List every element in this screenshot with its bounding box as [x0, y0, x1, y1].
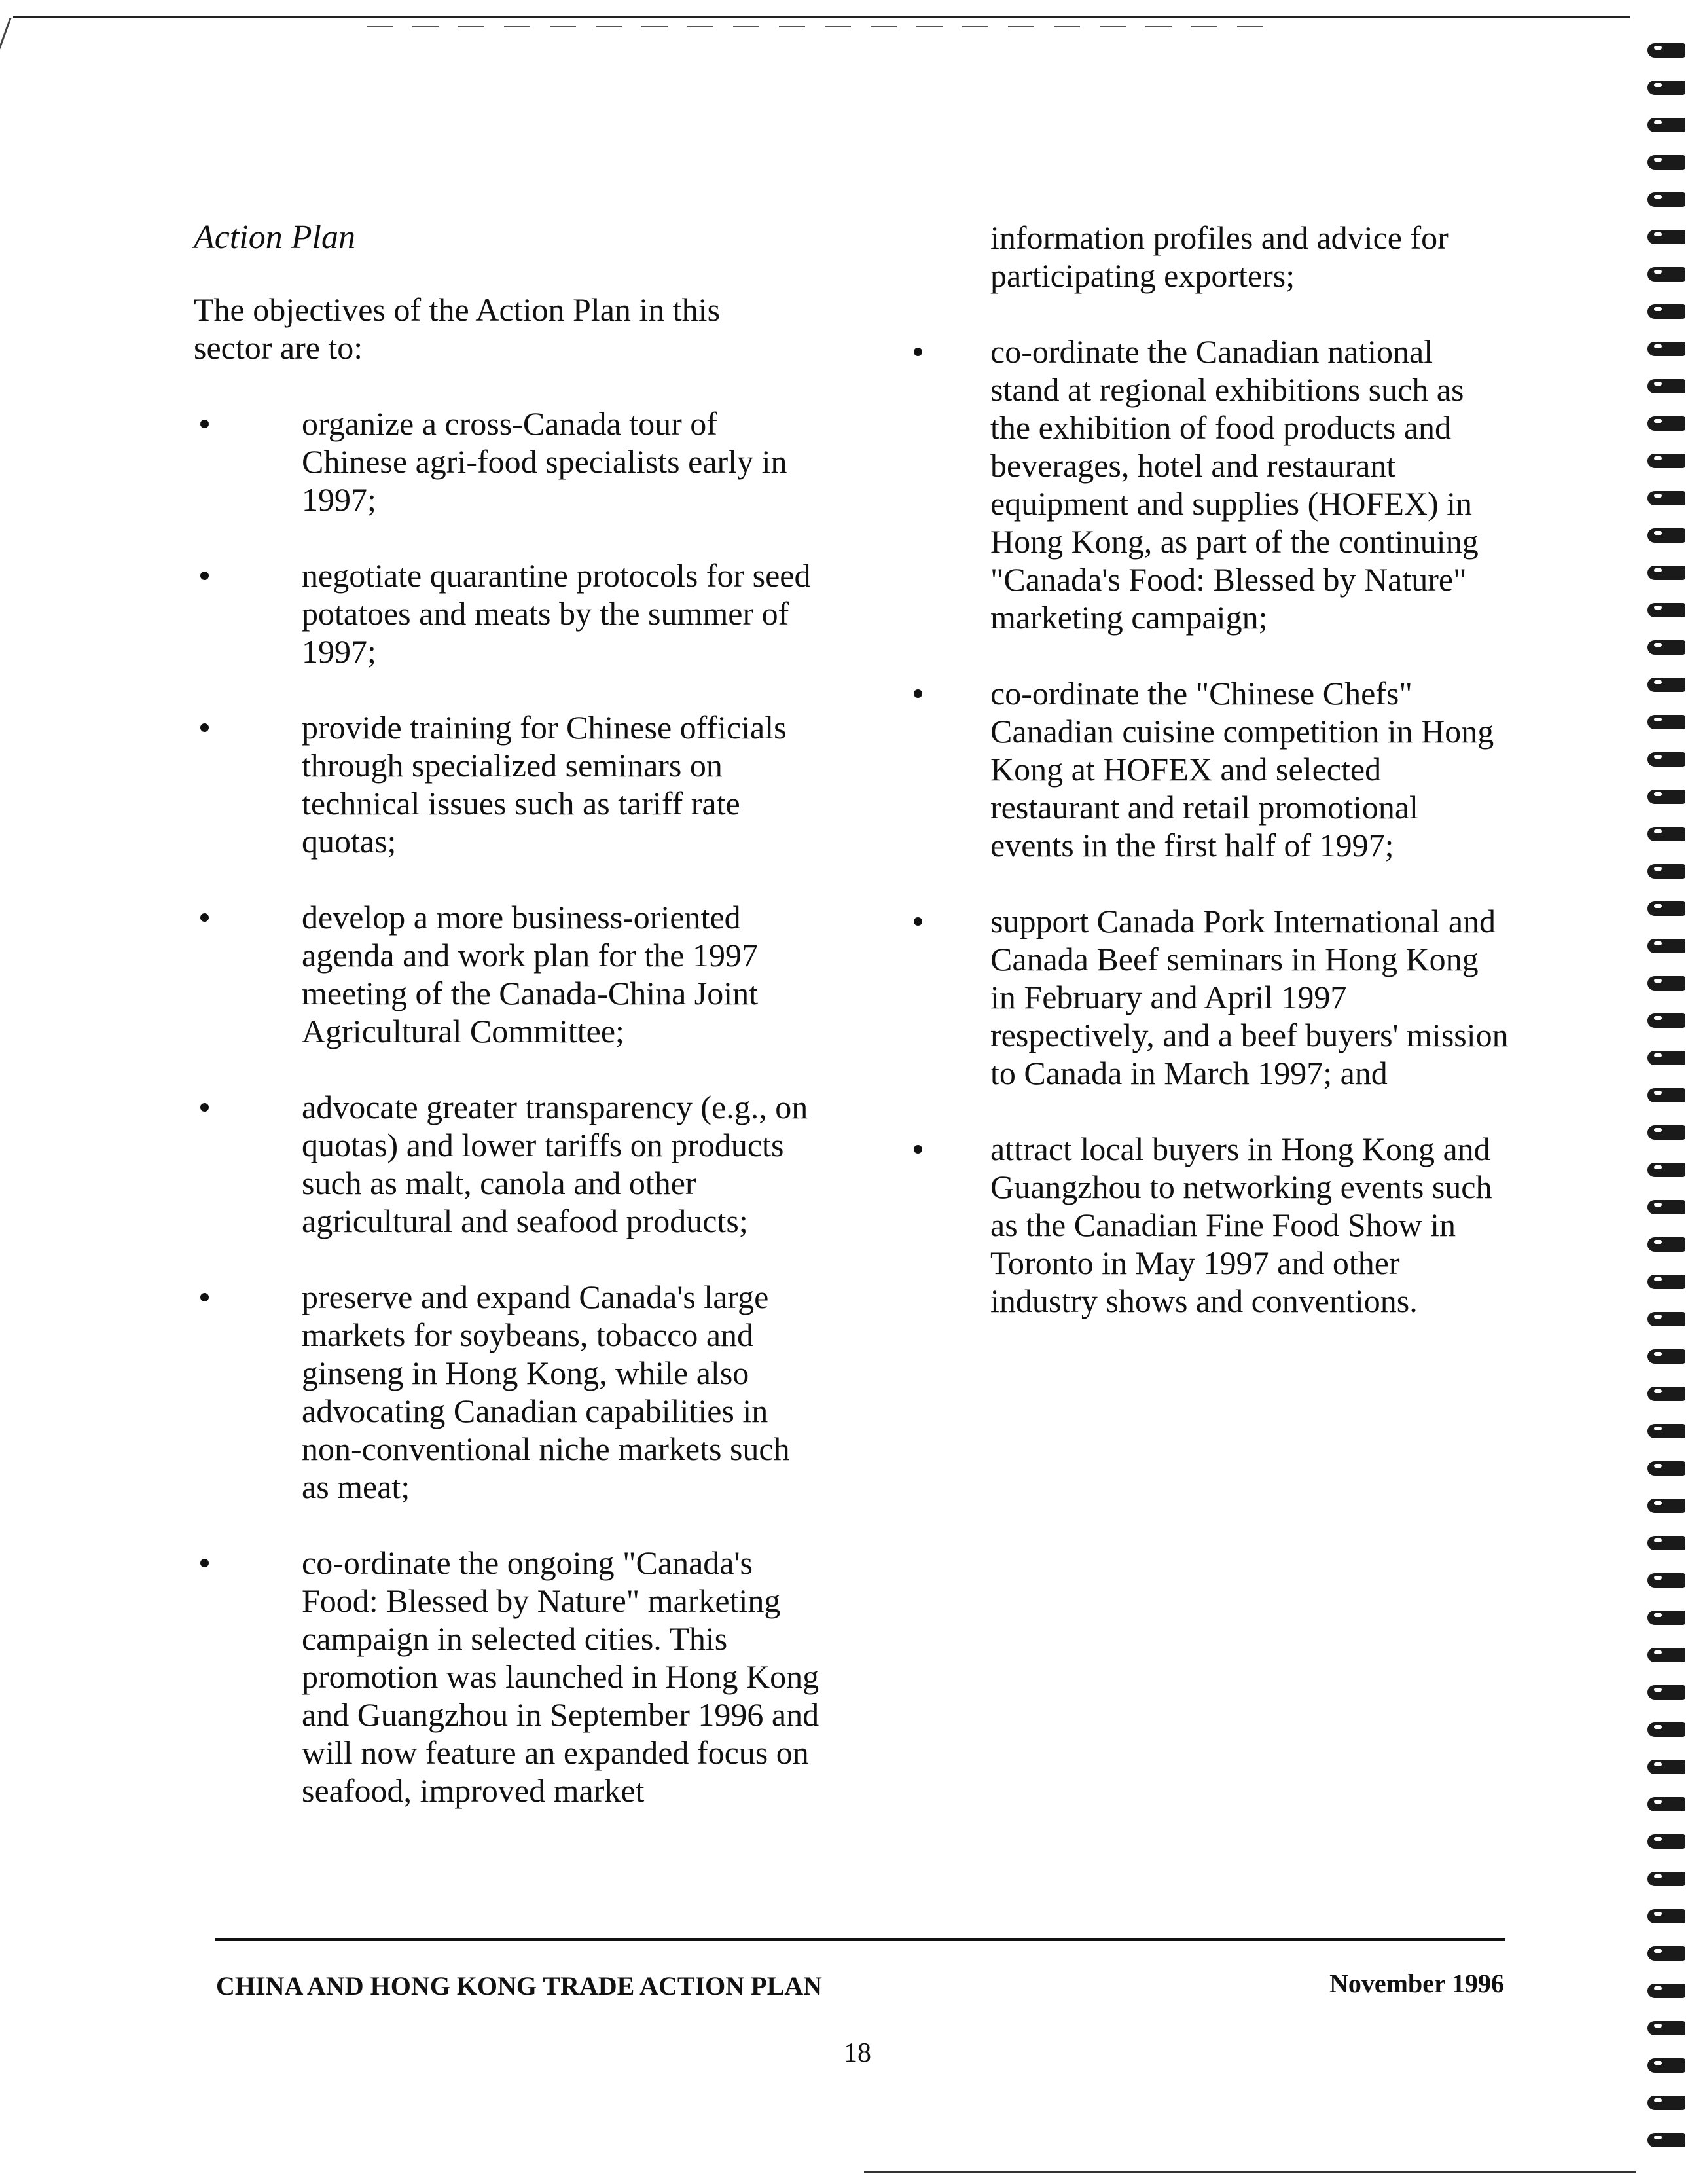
coil-loop: [1647, 1685, 1685, 1700]
coil-hole: [1654, 1650, 1662, 1654]
binding-coil-icon: [1647, 1457, 1685, 1480]
coil-hole: [1654, 606, 1662, 610]
coil-loop: [1647, 1797, 1685, 1811]
coil-hole: [1654, 1240, 1662, 1244]
coil-hole: [1654, 1315, 1662, 1319]
continued-text: information profiles and advice for participating exporters;: [990, 219, 1449, 294]
list-item-text: co-ordinate the "Chinese Chefs" Canadian cuisine competition in Hong Kong at HOFEX and selected restaurant and retail promotional events in the first half of 1997;: [990, 675, 1494, 864]
coil-loop: [1647, 1312, 1685, 1326]
coil-hole: [1654, 1464, 1662, 1468]
binding-coil-icon: [1647, 1942, 1685, 1965]
coil-loop: [1647, 1909, 1685, 1923]
list-item: [194, 556, 822, 670]
binding-coil-icon: [1647, 226, 1685, 248]
binding-coil-icon: [1647, 1607, 1685, 1629]
binding-coil-icon: [1647, 2017, 1685, 2039]
coil-hole: [1654, 158, 1662, 162]
coil-loop: [1647, 192, 1685, 207]
binding-coil-icon: [1647, 2054, 1685, 2077]
coil-hole: [1654, 120, 1662, 124]
list-item: [907, 1130, 1509, 1320]
coil-hole: [1654, 531, 1662, 535]
binding-coil-icon: [1647, 263, 1685, 285]
binding-coil-icon: [1647, 1271, 1685, 1293]
binding-coil-icon: [1647, 450, 1685, 472]
coil-hole: [1654, 867, 1662, 871]
coil-hole: [1654, 1912, 1662, 1916]
binding-coil-icon: [1647, 674, 1685, 696]
list-item-text: advocate greater transparency (e.g., on quotas) and lower tariffs on products such as malt, canola and other agricultural and seafood products;: [302, 1089, 808, 1239]
coil-loop: [1647, 267, 1685, 282]
coil-hole: [1654, 1762, 1662, 1766]
bullet-icon: [200, 1293, 209, 1301]
binding-coil-icon: [1647, 898, 1685, 920]
coil-loop: [1647, 752, 1685, 767]
coil-loop: [1647, 1499, 1685, 1513]
list-item-text: preserve and expand Canada's large markets for soybeans, tobacco and ginseng in Hong Kong, while also advocating Canadian capabilities in non-conventional niche markets such as meat;: [302, 1279, 790, 1505]
coil-hole: [1654, 1389, 1662, 1393]
left-bullet-list: [194, 405, 822, 1810]
binding-coil-icon: [1647, 1681, 1685, 1703]
right-column: [907, 219, 1509, 1358]
binding-coil-icon: [1647, 1010, 1685, 1032]
binding-coil-icon: [1647, 412, 1685, 435]
coil-loop: [1647, 1125, 1685, 1140]
list-item: [194, 1278, 822, 1506]
coil-loop: [1647, 1275, 1685, 1289]
coil-hole: [1654, 1501, 1662, 1505]
binding-coil-icon: [1647, 935, 1685, 957]
binding-coil-icon: [1647, 1868, 1685, 1890]
list-item-text: negotiate quarantine protocols for seed potatoes and meats by the summer of 1997;: [302, 557, 811, 670]
binding-coil-icon: [1647, 1121, 1685, 1144]
coil-hole: [1654, 1949, 1662, 1953]
coil-loop: [1647, 678, 1685, 692]
binding-coil-icon: [1647, 1233, 1685, 1256]
coil-loop: [1647, 2058, 1685, 2073]
binding-coil-icon: [1647, 1047, 1685, 1069]
coil-hole: [1654, 270, 1662, 274]
footer-date: November 1996: [1329, 1969, 1504, 1998]
binding-coil-icon: [1647, 562, 1685, 584]
coil-loop: [1647, 1461, 1685, 1476]
list-item-text: provide training for Chinese officials through specialized seminars on technical issues such as tariff rate quotas;: [302, 709, 787, 860]
coil-hole: [1654, 1091, 1662, 1095]
coil-hole: [1654, 419, 1662, 423]
coil-loop: [1647, 2096, 1685, 2110]
bullet-icon: [200, 1103, 209, 1112]
coil-hole: [1654, 1203, 1662, 1207]
coil-loop: [1647, 1536, 1685, 1550]
coil-hole: [1654, 792, 1662, 796]
list-item-text: support Canada Pork International and Canada Beef seminars in Hong Kong in February and April 1997 respectively, and a beef buyers' mission to Canada in March 1997; and: [990, 903, 1509, 1091]
bullet-icon: [200, 1559, 209, 1567]
binding-coil-icon: [1647, 1719, 1685, 1741]
coil-loop: [1647, 230, 1685, 244]
coil-hole: [1654, 2136, 1662, 2139]
coil-hole: [1654, 904, 1662, 908]
coil-loop: [1647, 155, 1685, 170]
coil-loop: [1647, 43, 1685, 58]
coil-loop: [1647, 1611, 1685, 1625]
coil-hole: [1654, 344, 1662, 348]
coil-hole: [1654, 1352, 1662, 1356]
coil-loop: [1647, 81, 1685, 95]
binding-coil-icon: [1647, 786, 1685, 808]
binding-coil-icon: [1647, 1383, 1685, 1405]
binding-coil-icon: [1647, 636, 1685, 659]
list-item-text: co-ordinate the Canadian national stand at regional exhibitions such as the exhibition of food products and beverages, hotel and restaurant equipment and supplies (HOFEX) in Hong Kong, as part of the continuing "Canada's Food: Blessed by Nature" marketing campaign;: [990, 333, 1479, 636]
binding-coil-icon: [1647, 599, 1685, 621]
coil-hole: [1654, 307, 1662, 311]
coil-hole: [1654, 1986, 1662, 1990]
list-item: [907, 333, 1509, 636]
coil-loop: [1647, 1984, 1685, 1998]
coil-loop: [1647, 790, 1685, 804]
coil-hole: [1654, 494, 1662, 498]
binding-coil-icon: [1647, 487, 1685, 509]
binding-coil-icon: [1647, 1532, 1685, 1554]
binding-coil-icon: [1647, 189, 1685, 211]
scan-top-dashes: [367, 26, 1283, 27]
coil-loop: [1647, 2133, 1685, 2147]
coil-hole: [1654, 941, 1662, 945]
coil-loop: [1647, 304, 1685, 319]
list-item-text: co-ordinate the ongoing "Canada's Food: Blessed by Nature" marketing campaign in selected cities. This promotion was launched in Hong Kong and Guangzhou in September 1996 and will now feature an expanded focus on seafood, improved market: [302, 1544, 819, 1809]
coil-hole: [1654, 1576, 1662, 1580]
binding-coil-icon: [1647, 1345, 1685, 1368]
intro-paragraph: The objectives of the Action Plan in this sector are to:: [194, 291, 721, 366]
list-item: [194, 1088, 822, 1240]
coil-hole: [1654, 829, 1662, 833]
binding-coil-icon: [1647, 1756, 1685, 1778]
list-item-text: organize a cross-Canada tour of Chinese agri-food specialists early in 1997;: [302, 405, 787, 518]
coil-hole: [1654, 456, 1662, 460]
bullet-icon: [914, 917, 922, 926]
binding-coil-icon: [1647, 1569, 1685, 1592]
coil-hole: [1654, 1800, 1662, 1804]
list-item: [194, 898, 822, 1050]
binding-coil-icon: [1647, 1308, 1685, 1330]
list-item: [907, 674, 1509, 864]
binding-coil-icon: [1647, 1420, 1685, 1442]
coil-hole: [1654, 979, 1662, 983]
coil-loop: [1647, 1946, 1685, 1961]
binding-coil-icon: [1647, 1495, 1685, 1517]
bullet-icon: [914, 1145, 922, 1154]
coil-loop: [1647, 827, 1685, 841]
coil-hole: [1654, 1427, 1662, 1430]
binding-coil-icon: [1647, 1084, 1685, 1106]
coil-hole: [1654, 1688, 1662, 1692]
coil-loop: [1647, 528, 1685, 543]
coil-hole: [1654, 718, 1662, 721]
coil-hole: [1654, 2061, 1662, 2065]
binding-coil-icon: [1647, 77, 1685, 99]
bullet-icon: [200, 420, 209, 428]
coil-loop: [1647, 1834, 1685, 1849]
coil-hole: [1654, 1053, 1662, 1057]
coil-loop: [1647, 1349, 1685, 1364]
coil-loop: [1647, 1648, 1685, 1662]
coil-loop: [1647, 454, 1685, 468]
coil-hole: [1654, 1874, 1662, 1878]
binding-coil-icon: [1647, 2092, 1685, 2114]
coil-hole: [1654, 643, 1662, 647]
coil-hole: [1654, 568, 1662, 572]
coil-loop: [1647, 2021, 1685, 2035]
page-number: 18: [844, 2038, 871, 2068]
scan-bottom-edge: [864, 2171, 1636, 2173]
coil-loop: [1647, 416, 1685, 431]
binding-coil-icon: [1647, 1905, 1685, 1927]
coil-hole: [1654, 755, 1662, 759]
footer-title: CHINA AND HONG KONG TRADE ACTION PLAN: [216, 1971, 823, 2001]
coil-loop: [1647, 1760, 1685, 1774]
coil-loop: [1647, 976, 1685, 991]
coil-loop: [1647, 1200, 1685, 1214]
bullet-icon: [200, 723, 209, 732]
coil-loop: [1647, 1013, 1685, 1028]
list-item-text: attract local buyers in Hong Kong and Guangzhou to networking events such as the Canadian Fine Food Show in Toronto in May 1997 and other industry shows and conventions.: [990, 1131, 1492, 1319]
bullet-icon: [914, 689, 922, 698]
binding-coil-icon: [1647, 1159, 1685, 1181]
bullet-icon: [200, 572, 209, 580]
coil-hole: [1654, 232, 1662, 236]
coil-loop: [1647, 1424, 1685, 1438]
binding-coil-icon: [1647, 1793, 1685, 1815]
right-bullet-list: [907, 333, 1509, 1320]
coil-loop: [1647, 118, 1685, 132]
coil-loop: [1647, 715, 1685, 729]
scan-corner-mark: [0, 18, 11, 49]
binding-coil-icon: [1647, 300, 1685, 323]
coil-loop: [1647, 1573, 1685, 1588]
coil-loop: [1647, 1722, 1685, 1737]
coil-loop: [1647, 566, 1685, 580]
binding-coil-icon: [1647, 823, 1685, 845]
coil-loop: [1647, 491, 1685, 505]
coil-hole: [1654, 1165, 1662, 1169]
coil-loop: [1647, 864, 1685, 879]
coil-hole: [1654, 2098, 1662, 2102]
binding-coil-icon: [1647, 972, 1685, 994]
coil-loop: [1647, 379, 1685, 393]
binding-coil-icon: [1647, 39, 1685, 62]
coil-loop: [1647, 640, 1685, 655]
bullet-icon: [200, 913, 209, 922]
scan-top-edge: [13, 16, 1630, 18]
coil-loop: [1647, 342, 1685, 356]
coil-hole: [1654, 1725, 1662, 1729]
coil-loop: [1647, 1237, 1685, 1252]
binding-coil-icon: [1647, 748, 1685, 771]
section-heading: Action Plan: [194, 219, 355, 256]
coil-loop: [1647, 603, 1685, 617]
list-item: [907, 902, 1509, 1092]
list-item: [194, 405, 822, 519]
footer-divider: [215, 1938, 1505, 1941]
coil-loop: [1647, 1872, 1685, 1886]
coil-hole: [1654, 1277, 1662, 1281]
list-item: [194, 708, 822, 860]
coil-loop: [1647, 1051, 1685, 1065]
binding-coil-icon: [1647, 524, 1685, 547]
binding-coil-icon: [1647, 114, 1685, 136]
spiral-binding: [1633, 0, 1692, 2184]
binding-coil-icon: [1647, 1644, 1685, 1666]
binding-coil-icon: [1647, 860, 1685, 883]
binding-coil-icon: [1647, 1980, 1685, 2002]
coil-hole: [1654, 1016, 1662, 1020]
binding-coil-icon: [1647, 711, 1685, 733]
left-column: [194, 219, 822, 1847]
coil-hole: [1654, 1837, 1662, 1841]
binding-coil-icon: [1647, 338, 1685, 360]
coil-hole: [1654, 46, 1662, 50]
coil-loop: [1647, 901, 1685, 916]
coil-hole: [1654, 680, 1662, 684]
binding-coil-icon: [1647, 2129, 1685, 2151]
coil-hole: [1654, 1538, 1662, 1542]
list-item: [194, 1544, 822, 1810]
list-item-text: develop a more business-oriented agenda and work plan for the 1997 meeting of the Canada-China Joint Agricultural Committee;: [302, 899, 759, 1049]
coil-hole: [1654, 1128, 1662, 1132]
bullet-icon: [914, 348, 922, 356]
coil-loop: [1647, 1163, 1685, 1177]
coil-loop: [1647, 939, 1685, 953]
coil-hole: [1654, 195, 1662, 199]
binding-coil-icon: [1647, 1830, 1685, 1853]
coil-loop: [1647, 1088, 1685, 1102]
coil-hole: [1654, 2024, 1662, 2028]
binding-coil-icon: [1647, 375, 1685, 397]
coil-hole: [1654, 1613, 1662, 1617]
coil-loop: [1647, 1387, 1685, 1401]
coil-hole: [1654, 382, 1662, 386]
binding-coil-icon: [1647, 1196, 1685, 1218]
binding-coil-icon: [1647, 151, 1685, 173]
coil-hole: [1654, 83, 1662, 87]
